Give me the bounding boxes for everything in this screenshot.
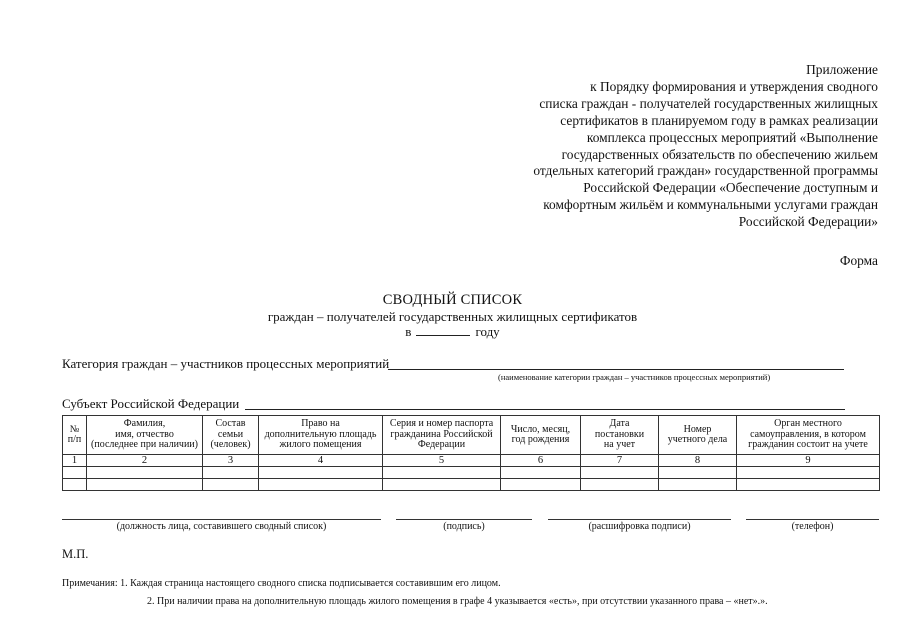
appendix-line: сертификатов в планируемом году в рамках реализации <box>560 112 878 128</box>
table-cell[interactable] <box>383 479 501 491</box>
appendix-line: отдельных категорий граждан» государственной программы <box>533 163 878 179</box>
column-number: 1 <box>63 455 87 467</box>
column-number: 7 <box>581 455 659 467</box>
table-cell[interactable] <box>659 479 737 491</box>
category-hint: (наименование категории граждан – участников процессных мероприятий) <box>498 372 771 382</box>
col-header-registration-date: Дата постановки на учет <box>581 416 659 455</box>
signature-position-caption: (должность лица, составившего сводный список) <box>116 521 327 532</box>
col-header-birth-date: Число, месяц, год рождения <box>501 416 581 455</box>
table-cell[interactable] <box>87 479 203 491</box>
col-header-local-authority: Орган местного самоуправления, в котором гражданин состоит на учете <box>737 416 880 455</box>
form-label: Форма <box>839 253 878 268</box>
table-cell[interactable] <box>259 479 383 491</box>
appendix-line: комплекса процессных мероприятий «Выполнение <box>586 129 878 145</box>
column-number: 5 <box>383 455 501 467</box>
signature-decode-line[interactable] <box>548 519 731 520</box>
appendix-line: Российской Федерации «Обеспечение доступным и <box>583 180 878 196</box>
subject-blank-field[interactable] <box>245 409 845 410</box>
table-column-numbers-row <box>63 455 880 467</box>
table-cell[interactable] <box>659 467 737 479</box>
col-header-number: № п/п <box>63 416 87 455</box>
table-header-row <box>63 416 880 455</box>
column-number: 4 <box>259 455 383 467</box>
table-cell[interactable] <box>203 467 259 479</box>
subject-label: Субъект Российской Федерации <box>62 396 240 411</box>
table-cell[interactable] <box>501 479 581 491</box>
table-cell[interactable] <box>383 467 501 479</box>
table-cell[interactable] <box>737 479 880 491</box>
appendix-line: к Порядку формирования и утверждения сводного <box>590 78 878 94</box>
table-cell[interactable] <box>501 467 581 479</box>
title-year <box>0 324 905 340</box>
signature-sign-line[interactable] <box>396 519 532 520</box>
note-1: Примечания: 1. Каждая страница настоящего сводного списка подписывается составившим его лицом. <box>62 578 501 589</box>
column-number: 8 <box>659 455 737 467</box>
col-header-full-name: Фамилия, имя, отчество (последнее при наличии) <box>87 416 203 455</box>
year-prefix: в <box>405 324 412 339</box>
table-cell[interactable] <box>203 479 259 491</box>
column-number: 2 <box>87 455 203 467</box>
category-blank-field[interactable] <box>388 369 844 370</box>
table-cell[interactable] <box>63 479 87 491</box>
stamp-place-label: М.П. <box>62 547 89 561</box>
appendix-header <box>458 62 878 231</box>
note-2: 2. При наличии права на дополнительную площадь жилого помещения в графе 4 указывается «есть», при отсутствии указанного права – «нет».». <box>147 596 768 607</box>
year-blank-field[interactable] <box>416 325 470 336</box>
appendix-line: Приложение <box>806 62 878 77</box>
table-cell[interactable] <box>87 467 203 479</box>
title-main: СВОДНЫЙ СПИСОК <box>382 292 523 308</box>
appendix-line: государственных обязательств по обеспечению жильем <box>561 146 878 162</box>
category-label: Категория граждан – участников процессных мероприятий <box>62 356 390 371</box>
table-cell[interactable] <box>581 479 659 491</box>
col-header-case-number: Номер учетного дела <box>659 416 737 455</box>
table-cell[interactable] <box>259 467 383 479</box>
recipients-table <box>62 415 880 491</box>
document-title <box>0 292 905 340</box>
col-header-extra-area-right: Право на дополнительную площадь жилого помещения <box>259 416 383 455</box>
col-header-family-size: Состав семьи (человек) <box>203 416 259 455</box>
table-cell[interactable] <box>63 467 87 479</box>
signature-sign-caption: (подпись) <box>443 521 485 532</box>
table-cell[interactable] <box>581 467 659 479</box>
title-subtitle: граждан – получателей государственных жилищных сертификатов <box>267 309 638 324</box>
appendix-line: Российской Федерации» <box>738 214 878 230</box>
column-number: 9 <box>737 455 880 467</box>
appendix-line: списка граждан - получателей государственных жилищных <box>539 95 878 111</box>
column-number: 6 <box>501 455 581 467</box>
year-suffix: году <box>475 324 500 339</box>
signature-phone-line[interactable] <box>746 519 879 520</box>
table-row <box>63 467 880 479</box>
signature-phone-caption: (телефон) <box>791 521 834 532</box>
signature-decode-caption: (расшифровка подписи) <box>588 521 691 532</box>
col-header-passport: Серия и номер паспорта гражданина Российской Федерации <box>383 416 501 455</box>
column-number: 3 <box>203 455 259 467</box>
appendix-line: комфортным жильём и коммунальными услугами граждан <box>543 197 878 213</box>
table-cell[interactable] <box>737 467 880 479</box>
signature-position-line[interactable] <box>62 519 381 520</box>
table-row <box>63 479 880 491</box>
